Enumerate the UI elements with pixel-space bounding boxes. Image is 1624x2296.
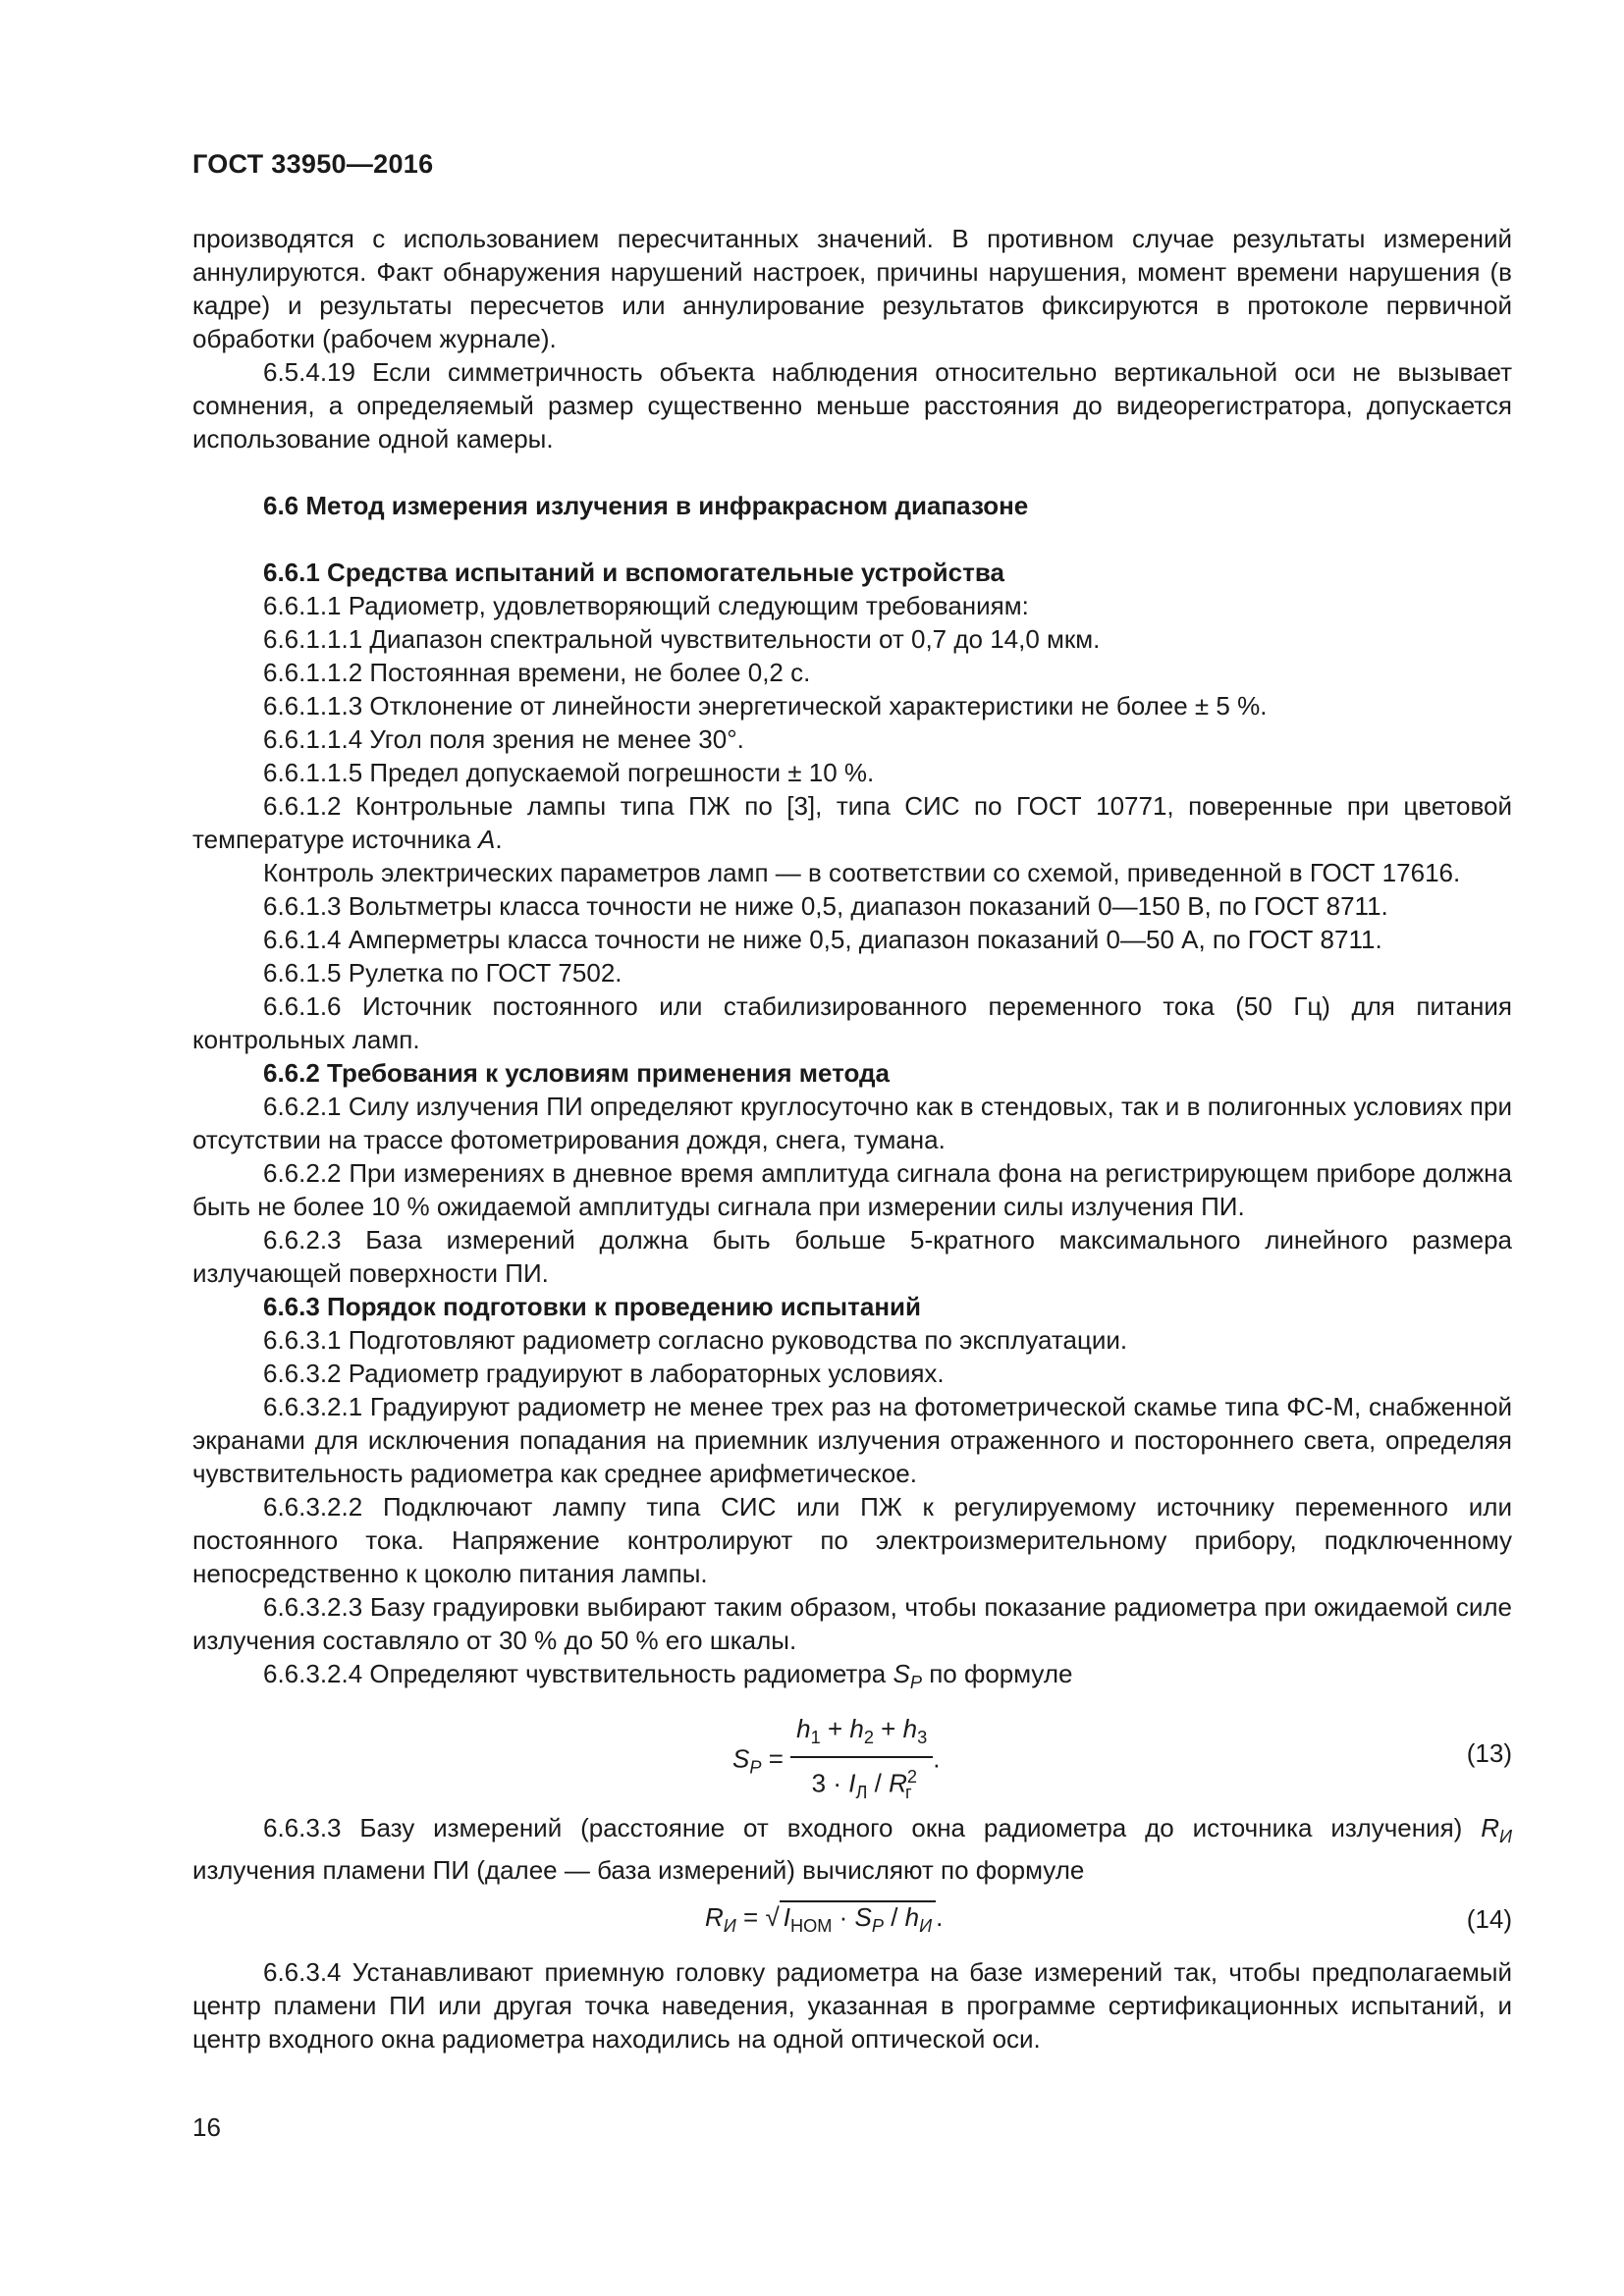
plus: + [873, 1714, 903, 1744]
paragraph: 6.6.2.1 Силу излучения ПИ определяют круглосуточно как в стендовых, так и в полигонных условиях при отсутствии на трассе фотометрирования дождя, снега, тумана. [192, 1092, 1512, 1154]
slash: / [883, 1902, 905, 1933]
paragraph: 6.6.2.2 При измерениях в дневное время амплитуда сигнала фона на регистрирующем приборе должна быть не более 10 % ожидаемой амплитуды сигнала при измерении силы излучения ПИ. [192, 1158, 1512, 1221]
paragraph: 6.6.3.2.2 Подключают лампу типа СИС или ПЖ к регулируемому источнику переменного или постоянного тока. Напряжение контролируют по электроизмерительному прибору, подключенному непосредственно к цоколю питания лампы. [192, 1492, 1512, 1588]
var-r-sub: г [905, 1783, 912, 1803]
formula-dot: . [933, 1743, 941, 1774]
paragraph-text: по формуле [921, 1659, 1073, 1688]
paragraph: производятся с использованием пересчитанных значений. В противном случае результаты измерений аннулируются. Факт обнаружения нарушений настроек, причины нарушения, момент времени нарушения (в кадре) и результаты пересчетов или аннулирование результатов фиксируются в протоколе первичной обработки (рабочем журнале). [192, 224, 1512, 353]
formula-number: (13) [1466, 1738, 1512, 1769]
subsection-heading: 6.6.1 Средства испытаний и вспомогательные устройства [263, 558, 1004, 587]
paragraph [192, 789, 1512, 856]
paragraph: 6.6.3.2 Радиометр градуируют в лабораторных условиях. [263, 1359, 945, 1388]
document-body [192, 222, 1512, 2056]
fraction [790, 1713, 933, 1808]
section-heading: 6.6 Метод измерения излучения в инфракрасном диапазоне [263, 491, 1029, 520]
paragraph: Контроль электрических параметров ламп — в соответствии со схемой, приведенной в ГОСТ 17616. [263, 858, 1461, 887]
paragraph: 6.6.1.1.5 Предел допускаемой погрешности ± 10 %. [263, 758, 875, 787]
plus: + [820, 1714, 850, 1744]
var-h2-sub: 2 [863, 1728, 874, 1748]
var-i-sub: НОМ [789, 1916, 833, 1937]
variable-subscript: P [909, 1673, 922, 1693]
paragraph-text: 6.6.3.2.4 Определяют чувствительность радиометра [263, 1659, 893, 1688]
paragraph: 6.5.4.19 Если симметричность объекта наблюдения относительно вертикальной оси не вызывает сомнения, а определяемый размер существенно меньше расстояния до видеорегистратора, допускается использование одной камеры. [192, 357, 1512, 454]
variable-subscript: И [1498, 1827, 1512, 1847]
var-h: h [904, 1902, 920, 1933]
paragraph: 6.6.3.2.3 Базу градуировки выбирают таким образом, чтобы показание радиометра при ожидаемой силе излучения составляло от 30 % до 50 % его шкалы. [192, 1592, 1512, 1655]
formula-dot: . [936, 1902, 944, 1933]
variable: А [477, 825, 496, 854]
formula-lhs-sub: P [749, 1757, 762, 1778]
var-i: I [848, 1769, 856, 1799]
var-h3: h [902, 1714, 918, 1744]
paragraph: 6.6.3.4 Устанавливают приемную головку радиометра на базе измерений так, чтобы предполагаемый центр пламени ПИ или другая точка наведения, указанная в программе сертификационных испытаний, и центр входного окна радиометра находились на одной оптической оси. [192, 1957, 1512, 2055]
paragraph: 6.6.1.1.4 Угол поля зрения не менее 30°. [263, 724, 744, 754]
variable: S [893, 1659, 910, 1688]
paragraph: 6.6.1.1.1 Диапазон спектральной чувствительности от 0,7 до 14,0 мкм. [263, 624, 1101, 654]
var-h1-sub: 1 [810, 1728, 821, 1748]
formula-equals: = [735, 1902, 766, 1933]
paragraph-text: излучения пламени ПИ (далее — база измерений) вычисляют по формуле [192, 1855, 1085, 1886]
variable: R [1481, 1813, 1499, 1843]
paragraph: 6.6.3.1 Подготовляют радиометр согласно руководства по эксплуатации. [263, 1325, 1128, 1355]
formula-expression [732, 1713, 940, 1808]
fraction-numerator [790, 1713, 933, 1758]
paragraph: 6.6.1.1.3 Отклонение от линейности энергетической характеристики не более ± 5 %. [263, 691, 1268, 721]
var-s: S [854, 1902, 872, 1933]
var-h1: h [796, 1714, 811, 1744]
formula-number: (14) [1466, 1904, 1512, 1935]
paragraph: 6.6.3.2.1 Градуируют радиометр не менее трех раз на фотометрической скамье типа ФС-М, снабженной экранами для исключения попадания на приемник излучения отраженного и постороннего света, определяя чувствительность радиометра как среднее арифметическое. [192, 1392, 1512, 1488]
paragraph: 6.6.1.6 Источник постоянного или стабилизированного переменного тока (50 Гц) для питания контрольных ламп. [192, 991, 1512, 1054]
document-header: ГОСТ 33950—2016 [192, 149, 434, 179]
paragraph: 6.6.1.3 Вольтметры класса точности не ниже 0,5, диапазон показаний 0—150 В, по ГОСТ 8711. [263, 891, 1388, 921]
formula-lhs: R [705, 1902, 724, 1933]
formula-14 [192, 1893, 1512, 1946]
paragraph-text: 6.6.1.2 Контрольные лампы типа ПЖ по [3], типа СИС по ГОСТ 10771, поверенные при цветовой температуре источника [192, 791, 1512, 854]
paragraph: 6.6.1.4 Амперметры класса точности не ниже 0,5, диапазон показаний 0—50 А, по ГОСТ 8711. [263, 925, 1382, 954]
var-i-sub: Л [855, 1783, 868, 1803]
formula-equals: = [761, 1743, 791, 1774]
subsection-heading: 6.6.3 Порядок подготовки к проведению испытаний [263, 1292, 921, 1321]
page-number: 16 [192, 2112, 221, 2142]
coef: 3 · [811, 1769, 849, 1799]
paragraph-text: . [495, 825, 503, 854]
var-h-sub: И [919, 1916, 933, 1937]
var-h2: h [849, 1714, 864, 1744]
radicand [780, 1900, 936, 1941]
fraction-denominator [790, 1758, 933, 1808]
var-i: I [783, 1902, 790, 1933]
paragraph: 6.6.1.1 Радиометр, удовлетворяющий следующим требованиям: [263, 591, 1029, 620]
formula-lhs: S [732, 1743, 750, 1774]
formula-expression [705, 1900, 943, 1943]
var-r: R [889, 1769, 907, 1799]
var-r-sup: 2 [906, 1767, 917, 1788]
paragraph: 6.6.1.1.2 Постоянная времени, не более 0,2 с. [263, 658, 811, 687]
paragraph: 6.6.2.3 База измерений должна быть больше 5-кратного максимального линейного размера излучающей поверхности ПИ. [192, 1225, 1512, 1288]
paragraph [192, 1811, 1512, 1887]
formula-lhs-sub: И [723, 1916, 736, 1937]
formula-13 [192, 1707, 1512, 1801]
sqrt-symbol: √ [765, 1902, 780, 1933]
paragraph-text: 6.6.3.3 Базу измерений (расстояние от входного окна радиометра до источника излучения) [263, 1813, 1482, 1843]
paragraph [192, 1657, 1512, 1699]
paragraph: 6.6.1.5 Рулетка по ГОСТ 7502. [263, 958, 623, 988]
multiply: · [832, 1902, 855, 1933]
var-s-sub: P [871, 1916, 884, 1937]
subsection-heading: 6.6.2 Требования к условиям применения метода [263, 1058, 890, 1088]
var-h3-sub: 3 [917, 1728, 928, 1748]
slash: / [867, 1769, 890, 1799]
